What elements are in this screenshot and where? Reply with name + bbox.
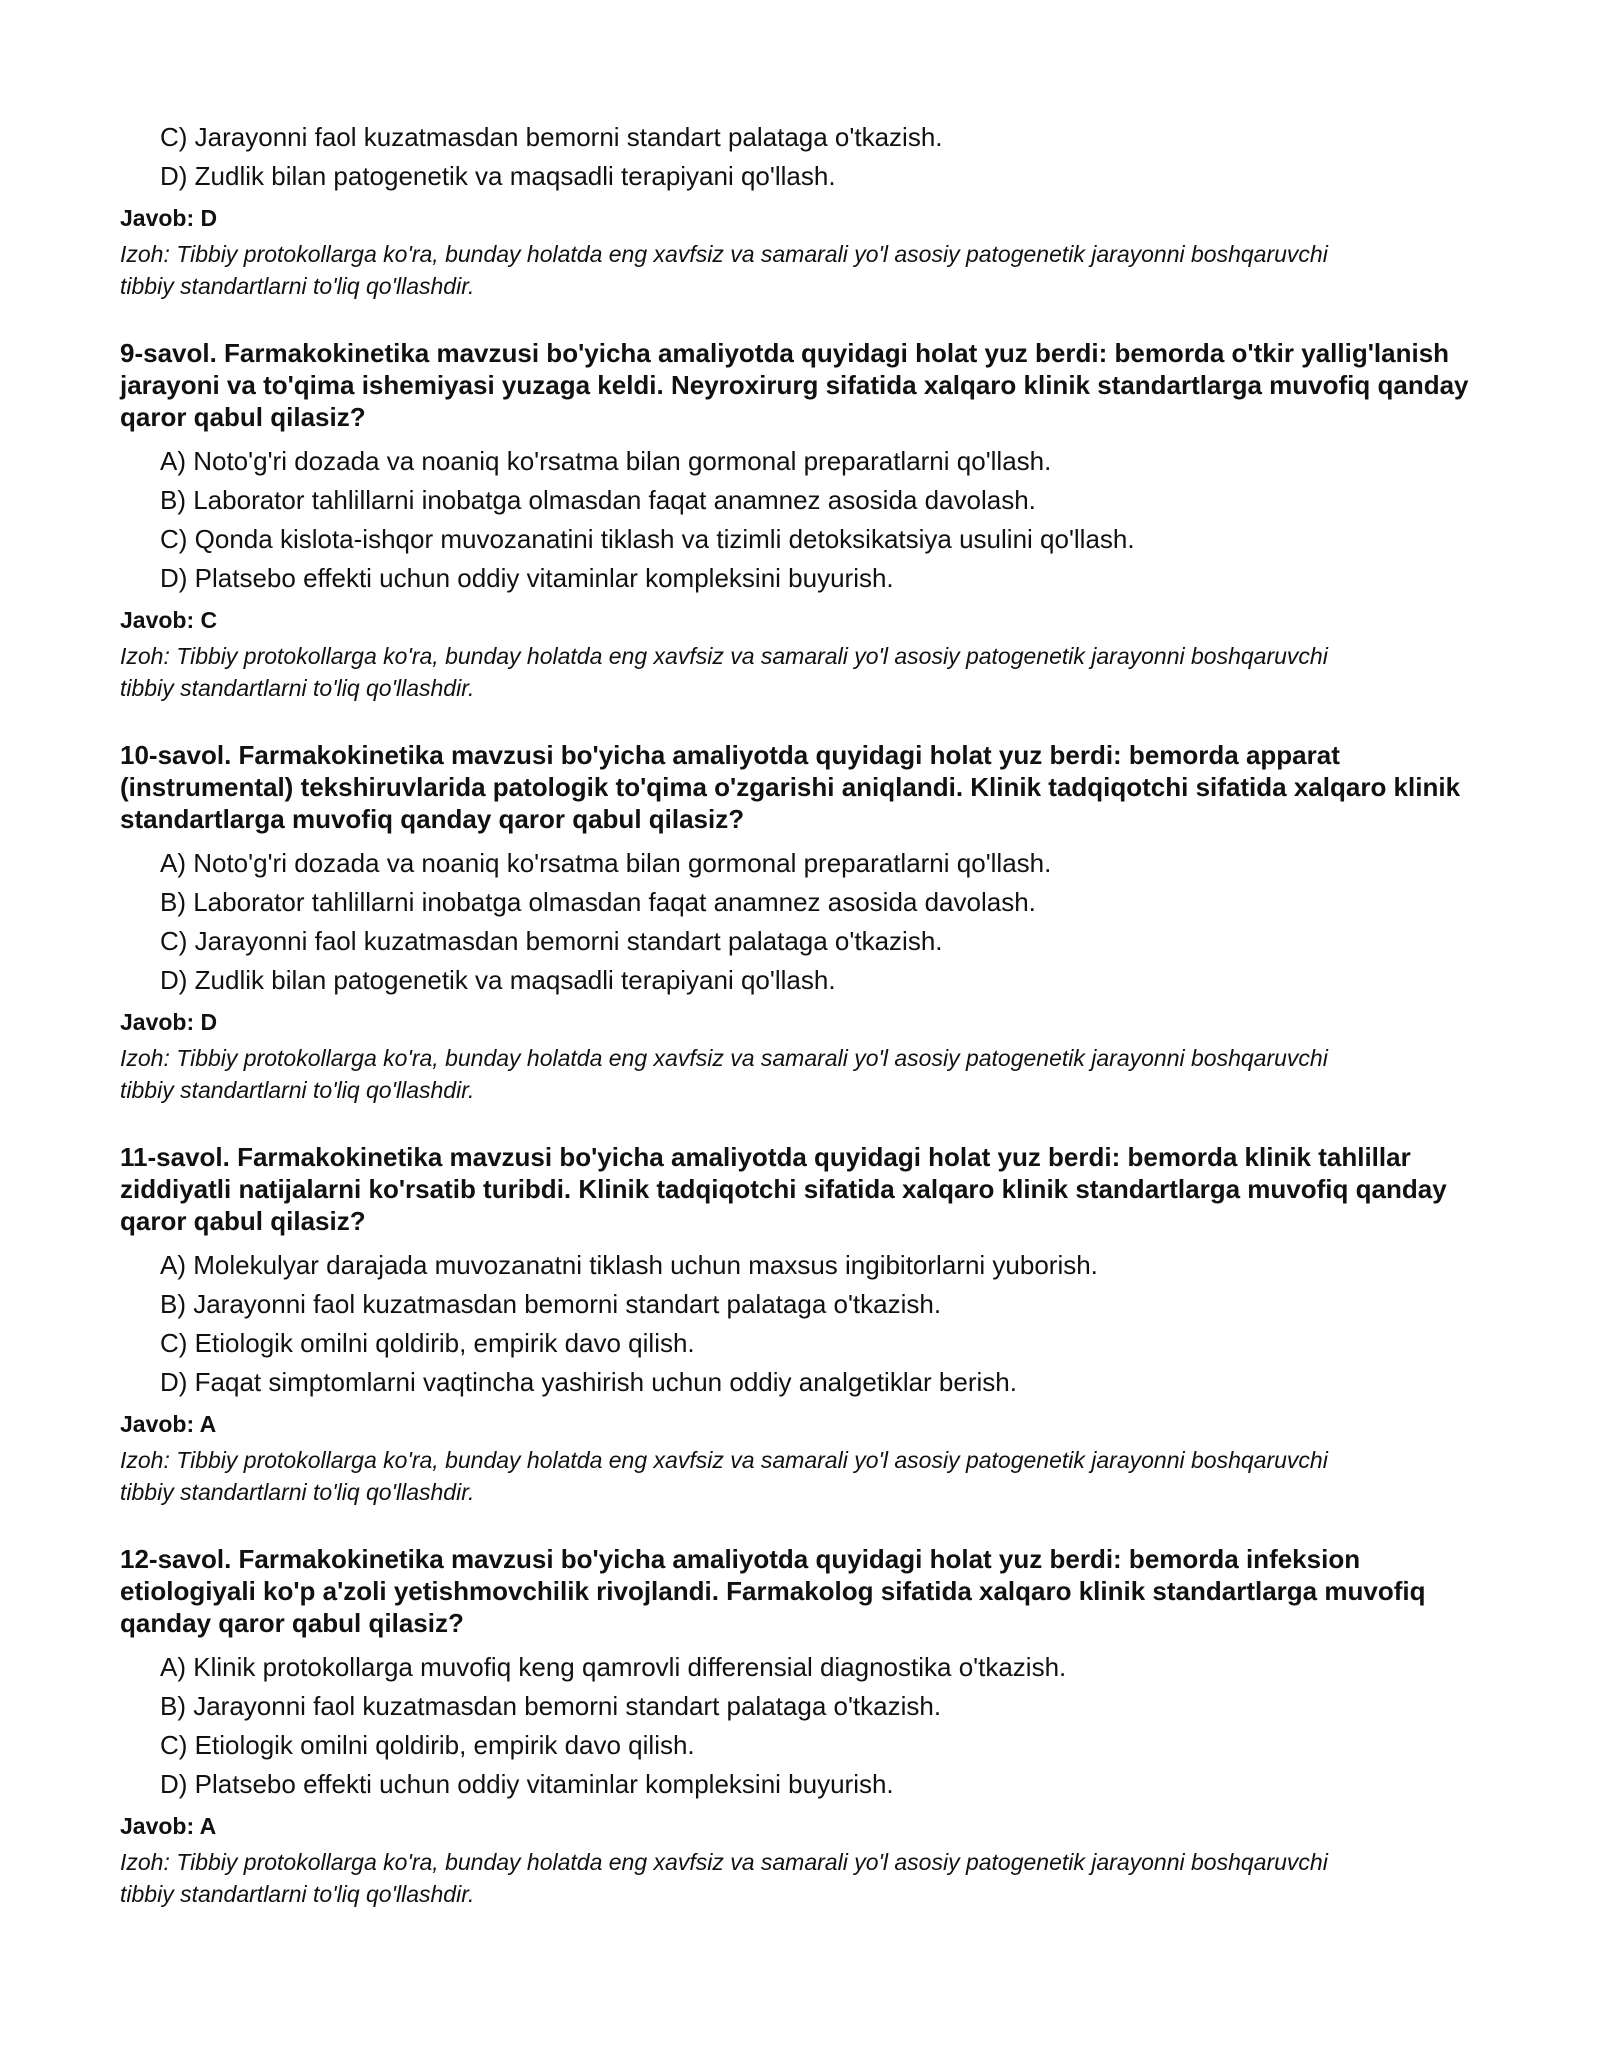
option-a: A) Molekulyar darajada muvozanatni tiklash uchun maxsus ingibitorlarni yuborish.: [160, 1250, 1098, 1280]
option-list: [120, 1648, 1490, 1804]
question-text: 10-savol. Farmakokinetika mavzusi bo'yicha amaliyotda quyidagi holat yuz berdi: bemorda apparat (instrumental) tekshiruvlarida patologik to'qima o'zgarishi aniqlandi. Klinik tadqiqotchi sifatida xalqaro klinik standartlarga muvofiq qanday qaror qabul qilasiz?: [120, 740, 1461, 834]
answer-label: Javob: A: [120, 1411, 217, 1437]
question-text: 11-savol. Farmakokinetika mavzusi bo'yicha amaliyotda quyidagi holat yuz berdi: bemorda klinik tahlillar ziddiyatli natijalarni ko'rsatib turibdi. Klinik tadqiqotchi sifatida xalqaro klinik standartlarga muvofiq qanday qaror qabul qilasiz?: [120, 1142, 1447, 1236]
explanation-note: Izoh: Tibbiy protokollarga ko'ra, bunday holatda eng xavfsiz va samarali yo'l asosiy patogenetik jarayonni boshqaruvchi tibbiy standartlarni to'liq qo'llashdir.: [120, 1849, 1328, 1907]
explanation-note: Izoh: Tibbiy protokollarga ko'ra, bunday holatda eng xavfsiz va samarali yo'l asosiy patogenetik jarayonni boshqaruvchi tibbiy standartlarni to'liq qo'llashdir.: [120, 643, 1328, 701]
explanation-note: Izoh: Tibbiy protokollarga ko'ra, bunday holatda eng xavfsiz va samarali yo'l asosiy patogenetik jarayonni boshqaruvchi tibbiy standartlarni to'liq qo'llashdir.: [120, 1045, 1328, 1103]
option-c: C) Etiologik omilni qoldirib, empirik davo qilish.: [160, 1730, 695, 1760]
option-b: B) Jarayonni faol kuzatmasdan bemorni standart palataga o'tkazish.: [160, 1691, 942, 1721]
question-text: 9-savol. Farmakokinetika mavzusi bo'yicha amaliyotda quyidagi holat yuz berdi: bemorda o'tkir yallig'lanish jarayoni va to'qima ishemiyasi yuzaga keldi. Neyroxirurg sifatida xalqaro klinik standartlarga muvofiq qanday qaror qabul qilasiz?: [120, 338, 1469, 432]
question-11: [120, 1141, 1490, 1508]
question-12: [120, 1543, 1490, 1910]
option-d: D) Zudlik bilan patogenetik va maqsadli terapiyani qo'llash.: [160, 161, 836, 191]
explanation-note: Izoh: Tibbiy protokollarga ko'ra, bunday holatda eng xavfsiz va samarali yo'l asosiy patogenetik jarayonni boshqaruvchi tibbiy standartlarni to'liq qo'llashdir.: [120, 1447, 1328, 1505]
option-list: [120, 1246, 1490, 1402]
explanation-note: Izoh: Tibbiy protokollarga ko'ra, bunday holatda eng xavfsiz va samarali yo'l asosiy patogenetik jarayonni boshqaruvchi tibbiy standartlarni to'liq qo'llashdir.: [120, 241, 1328, 299]
option-d: D) Platsebo effekti uchun oddiy vitaminlar kompleksini buyurish.: [160, 1769, 894, 1799]
answer-label: Javob: D: [120, 205, 218, 231]
question-text: 12-savol. Farmakokinetika mavzusi bo'yicha amaliyotda quyidagi holat yuz berdi: bemorda infeksion etiologiyali ko'p a'zoli yetishmovchilik rivojlandi. Farmakolog sifatida xalqaro klinik standartlarga muvofiq qanday qaror qabul qilasiz?: [120, 1544, 1426, 1638]
option-a: A) Klinik protokollarga muvofiq keng qamrovli differensial diagnostika o'tkazish.: [160, 1652, 1067, 1682]
option-list: [120, 844, 1490, 1000]
answer-label: Javob: C: [120, 607, 218, 633]
question-10: [120, 739, 1490, 1106]
option-d: D) Zudlik bilan patogenetik va maqsadli terapiyani qo'llash.: [160, 965, 836, 995]
option-b: B) Laborator tahlillarni inobatga olmasdan faqat anamnez asosida davolash.: [160, 887, 1036, 917]
option-a: A) Noto'g'ri dozada va noaniq ko'rsatma bilan gormonal preparatlarni qo'llash.: [160, 848, 1052, 878]
question-9: [120, 337, 1490, 704]
answer-label: Javob: A: [120, 1813, 217, 1839]
option-b: B) Jarayonni faol kuzatmasdan bemorni standart palataga o'tkazish.: [160, 1289, 942, 1319]
option-d: D) Faqat simptomlarni vaqtincha yashirish uchun oddiy analgetiklar berish.: [160, 1367, 1017, 1397]
previous-question-tail: [120, 118, 1490, 302]
option-a: A) Noto'g'ri dozada va noaniq ko'rsatma bilan gormonal preparatlarni qo'llash.: [160, 446, 1052, 476]
answer-label: Javob: D: [120, 1009, 218, 1035]
option-b: B) Laborator tahlillarni inobatga olmasdan faqat anamnez asosida davolash.: [160, 485, 1036, 515]
option-list: [120, 118, 1490, 196]
option-list: [120, 442, 1490, 598]
document-page: [120, 118, 1490, 1910]
option-c: C) Etiologik omilni qoldirib, empirik davo qilish.: [160, 1328, 695, 1358]
option-d: D) Platsebo effekti uchun oddiy vitaminlar kompleksini buyurish.: [160, 563, 894, 593]
option-c: C) Jarayonni faol kuzatmasdan bemorni standart palataga o'tkazish.: [160, 926, 943, 956]
option-c: C) Qonda kislota-ishqor muvozanatini tiklash va tizimli detoksikatsiya usulini qo'llash.: [160, 524, 1135, 554]
option-c: C) Jarayonni faol kuzatmasdan bemorni standart palataga o'tkazish.: [160, 122, 943, 152]
